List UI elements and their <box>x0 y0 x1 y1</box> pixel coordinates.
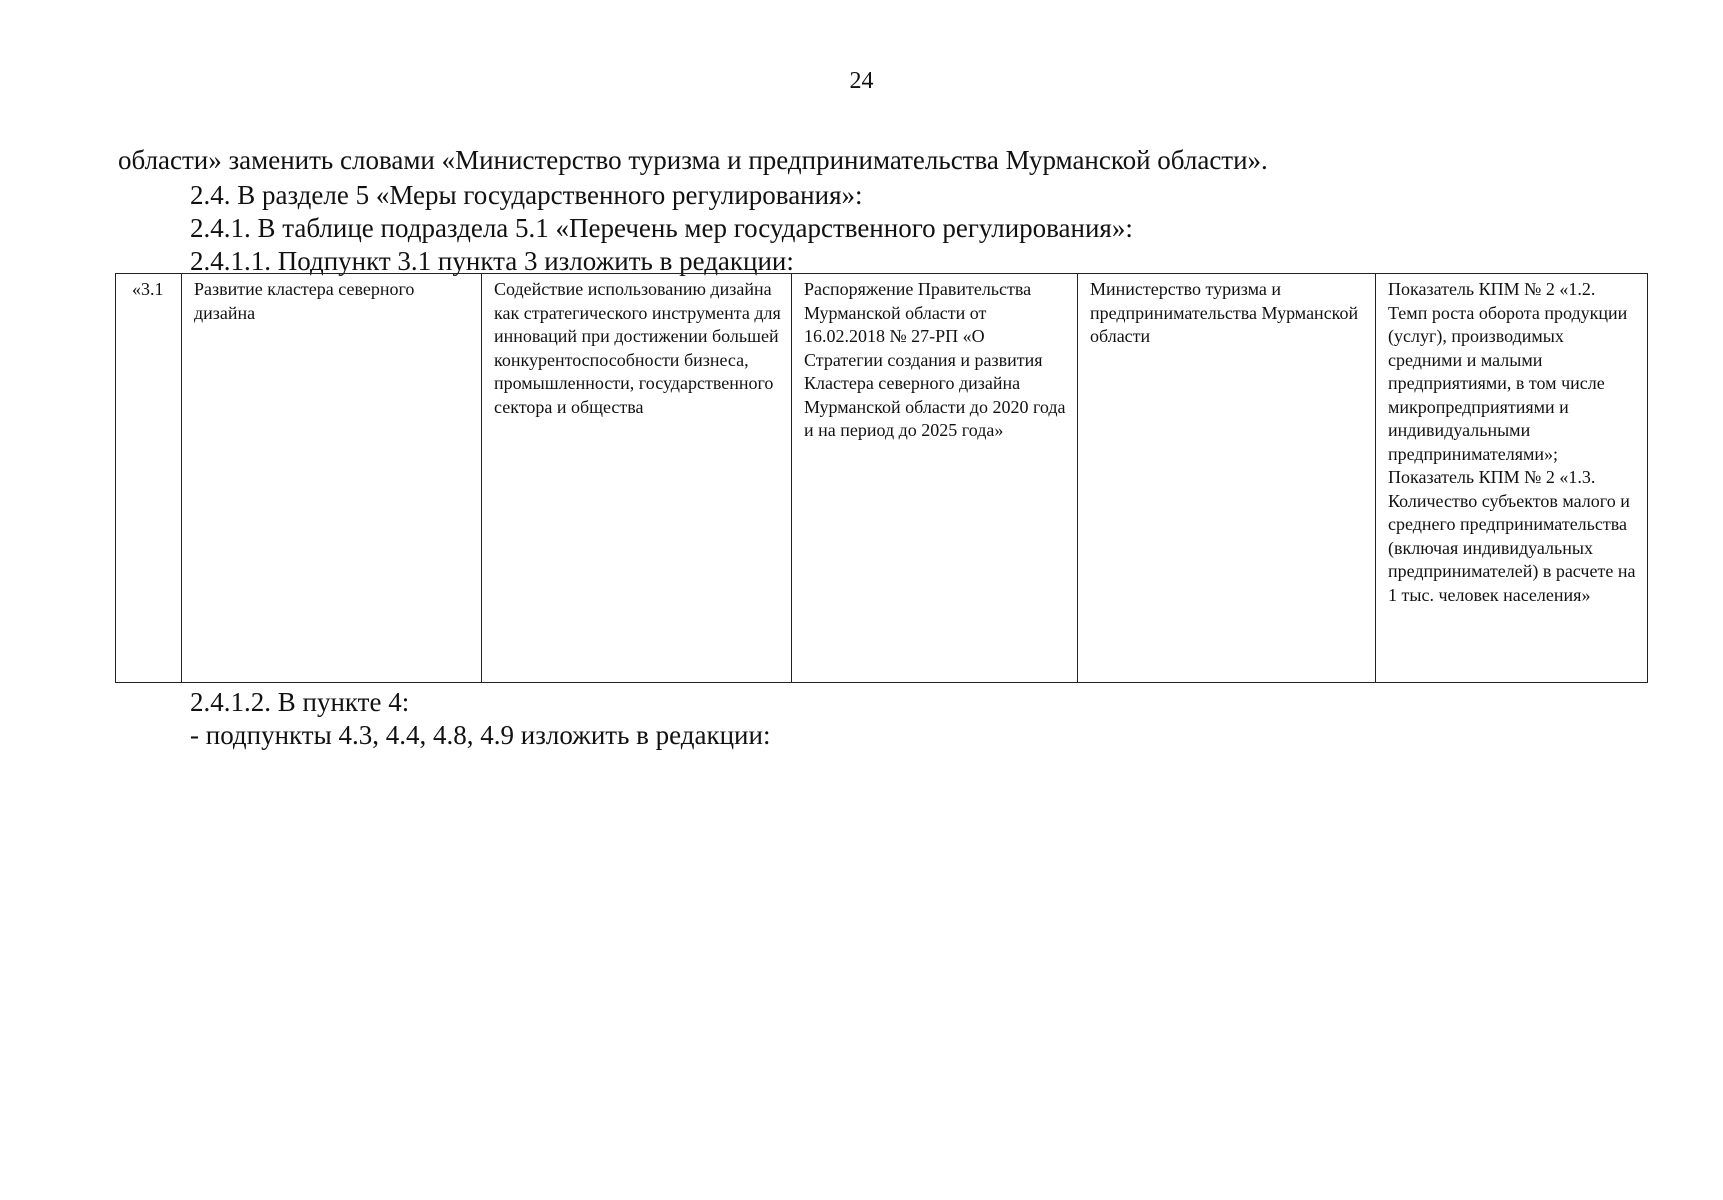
cell-number: «3.1 <box>116 274 182 683</box>
paragraph-2-4-1: 2.4.1. В таблице подраздела 5.1 «Перечень мер государственного регулирования»: <box>190 213 1133 243</box>
cell-indicators: Показатель КПМ № 2 «1.2. Темп роста оборота продукции (услуг), производимых средними и малыми предприятиями, в том числе микропредприятиями и индивидуальными предпринимателями»; Показатель КПМ № 2 «1.3. Количество субъектов малого и среднего предпринимательства (включая индивидуальных предпринимателей) в расчете на 1 тыс. человек населения» <box>1376 274 1648 683</box>
paragraph-2-4: 2.4. В разделе 5 «Меры государственного регулирования»: <box>190 180 863 210</box>
paragraph-subitems: - подпункты 4.3, 4.4, 4.8, 4.9 изложить в редакции: <box>190 720 771 750</box>
page-number: 24 <box>849 68 874 94</box>
cell-measure-goal: Содействие использованию дизайна как стратегического инструмента для инноваций при достижении большей конкурентоспособности бизнеса, промышленности, государственного сектора и общества <box>482 274 792 683</box>
paragraph-2-4-1-2: 2.4.1.2. В пункте 4: <box>190 687 410 717</box>
measures-table <box>115 273 1648 683</box>
cell-measure-name: Развитие кластера северного дизайна <box>182 274 482 683</box>
cell-legal-basis: Распоряжение Правительства Мурманской области от 16.02.2018 № 27-РП «О Стратегии создания и развития Кластера северного дизайна Мурманской области до 2020 года и на период до 2025 года» <box>792 274 1078 683</box>
table-row <box>116 274 1648 683</box>
paragraph-continuation: области» заменить словами «Министерство туризма и предпринимательства Мурманской области». <box>118 145 1268 175</box>
cell-responsible-executor: Министерство туризма и предпринимательства Мурманской области <box>1078 274 1376 683</box>
paragraph-2-4-1-1: 2.4.1.1. Подпункт 3.1 пункта 3 изложить в редакции: <box>190 246 794 276</box>
